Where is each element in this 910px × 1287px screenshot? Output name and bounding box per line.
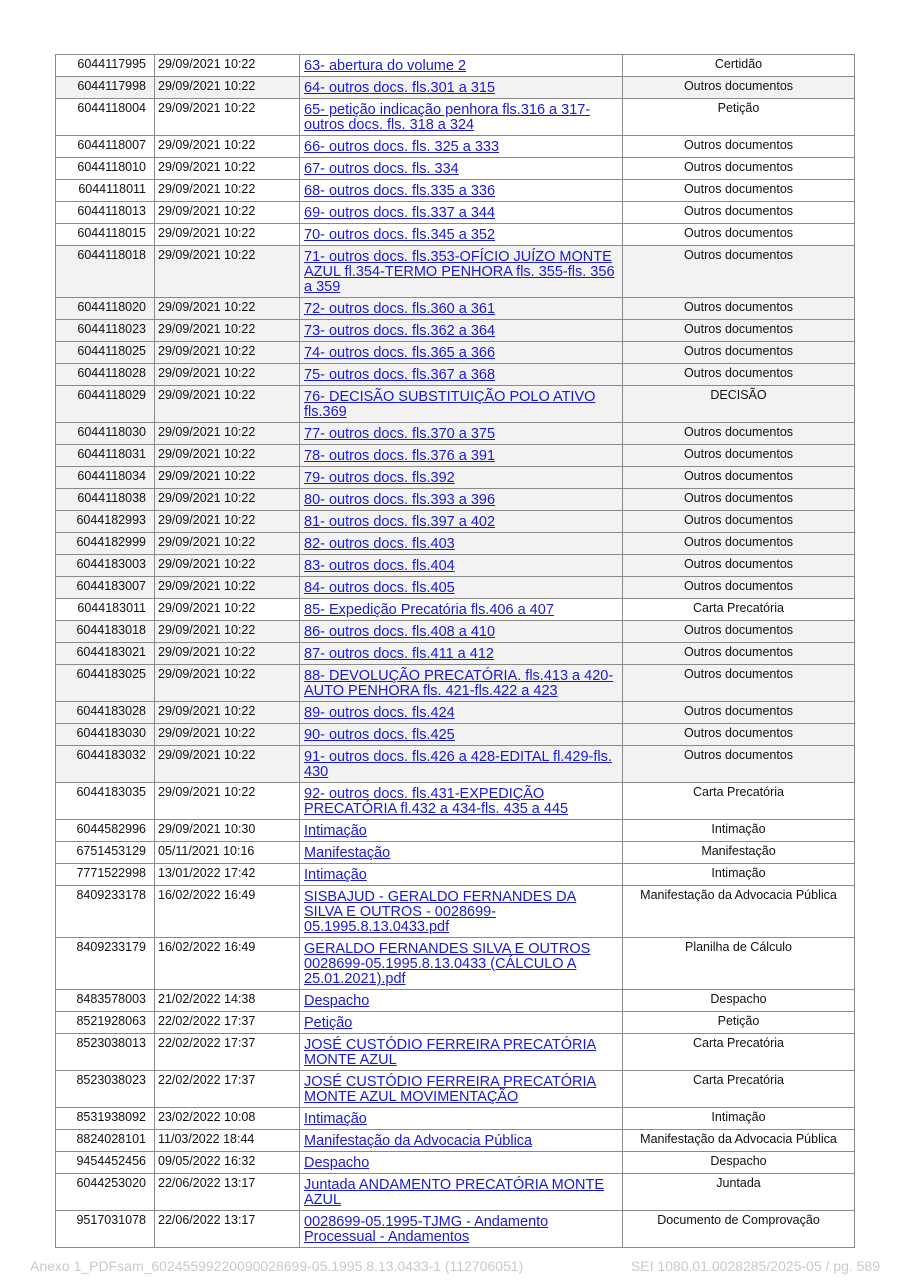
table-row <box>56 364 855 386</box>
document-link[interactable]: 71- outros docs. fls.353-OFÍCIO JUÍZO MONTE AZUL fl.354-TERMO PENHORA fls. 355-fls. 356 a 359 <box>304 249 615 295</box>
document-description-cell <box>300 1211 623 1248</box>
document-description-cell <box>300 298 623 320</box>
document-type-cell: Outros documentos <box>623 180 855 202</box>
document-type-cell: Outros documentos <box>623 746 855 783</box>
document-id-cell: 6044182999 <box>56 533 155 555</box>
document-id-cell: 6044253020 <box>56 1174 155 1211</box>
document-description-cell <box>300 364 623 386</box>
document-description-cell <box>300 864 623 886</box>
document-id-cell: 6751453129 <box>56 842 155 864</box>
table-row <box>56 1152 855 1174</box>
document-description-cell <box>300 423 623 445</box>
document-description-cell <box>300 445 623 467</box>
table-row <box>56 1034 855 1071</box>
document-id-cell: 6044183030 <box>56 724 155 746</box>
document-type-cell: Manifestação da Advocacia Pública <box>623 886 855 938</box>
document-id-cell: 8523038023 <box>56 1071 155 1108</box>
document-id-cell: 6044183035 <box>56 783 155 820</box>
document-type-cell: Outros documentos <box>623 158 855 180</box>
document-date-cell: 23/02/2022 10:08 <box>155 1108 300 1130</box>
table-row <box>56 99 855 136</box>
document-date-cell: 29/09/2021 10:22 <box>155 99 300 136</box>
document-link[interactable]: 80- outros docs. fls.393 a 396 <box>304 492 496 508</box>
table-row <box>56 1071 855 1108</box>
document-link[interactable]: JOSÉ CUSTÓDIO FERREIRA PRECATÓRIA MONTE AZUL MOVIMENTAÇÃO <box>304 1074 597 1105</box>
document-type-cell: Outros documentos <box>623 320 855 342</box>
document-link[interactable]: Despacho <box>304 993 370 1009</box>
table-row <box>56 423 855 445</box>
document-link[interactable]: 86- outros docs. fls.408 a 410 <box>304 624 496 640</box>
document-link[interactable]: GERALDO FERNANDES SILVA E OUTROS 0028699-05.1995.8.13.0433 (CÁLCULO A 25.01.2021).pdf <box>304 941 591 987</box>
document-type-cell: Outros documentos <box>623 665 855 702</box>
document-type-cell: Outros documentos <box>623 724 855 746</box>
document-description-cell <box>300 99 623 136</box>
document-id-cell: 6044118010 <box>56 158 155 180</box>
document-description-cell <box>300 842 623 864</box>
document-date-cell: 29/09/2021 10:22 <box>155 746 300 783</box>
table-row <box>56 864 855 886</box>
document-type-cell: Petição <box>623 99 855 136</box>
document-type-cell: Outros documentos <box>623 77 855 99</box>
document-date-cell: 29/09/2021 10:22 <box>155 621 300 643</box>
document-link[interactable]: Intimação <box>304 1111 367 1127</box>
document-link[interactable]: Despacho <box>304 1155 370 1171</box>
document-date-cell: 16/02/2022 16:49 <box>155 938 300 990</box>
document-description-cell <box>300 1071 623 1108</box>
document-type-cell: Petição <box>623 1012 855 1034</box>
document-type-cell: Manifestação <box>623 842 855 864</box>
document-description-cell <box>300 746 623 783</box>
table-row <box>56 77 855 99</box>
document-type-cell: Intimação <box>623 820 855 842</box>
document-type-cell: Carta Precatória <box>623 1071 855 1108</box>
document-description-cell <box>300 621 623 643</box>
document-date-cell: 22/02/2022 17:37 <box>155 1071 300 1108</box>
document-type-cell: Outros documentos <box>623 511 855 533</box>
document-link[interactable]: 87- outros docs. fls.411 a 412 <box>304 646 494 662</box>
document-link[interactable]: 84- outros docs. fls.405 <box>304 580 455 596</box>
document-description-cell <box>300 1152 623 1174</box>
table-row <box>56 180 855 202</box>
document-link[interactable]: Petição <box>304 1015 353 1031</box>
document-id-cell: 6044117998 <box>56 77 155 99</box>
document-link[interactable]: 85- Expedição Precatória fls.406 a 407 <box>304 602 554 618</box>
table-row <box>56 555 855 577</box>
footer-annex-label: Anexo 1_PDFsam_602455992200900286​99-05.1995.8.13.0433-1 (112706051) <box>30 1258 524 1274</box>
document-type-cell: Outros documentos <box>623 621 855 643</box>
document-link[interactable]: 83- outros docs. fls.404 <box>304 558 455 574</box>
document-link[interactable]: 65- petição indicação penhora fls.316 a 317-outros docs. fls. 318 a 324 <box>304 102 591 133</box>
document-type-cell: Outros documentos <box>623 298 855 320</box>
document-link[interactable]: Intimação <box>304 823 367 839</box>
document-id-cell: 6044183021 <box>56 643 155 665</box>
document-link[interactable]: 76- DECISÃO SUBSTITUIÇÃO POLO ATIVO fls.369 <box>304 389 596 420</box>
document-description-cell <box>300 55 623 77</box>
document-id-cell: 8824028101 <box>56 1130 155 1152</box>
document-date-cell: 22/02/2022 17:37 <box>155 1012 300 1034</box>
document-id-cell: 8531938092 <box>56 1108 155 1130</box>
table-row <box>56 886 855 938</box>
table-row <box>56 820 855 842</box>
document-date-cell: 22/02/2022 17:37 <box>155 1034 300 1071</box>
document-description-cell <box>300 1034 623 1071</box>
document-link[interactable]: 88- DEVOLUÇÃO PRECATÓRIA. fls.413 a 420-AUTO PENHORA fls. 421-fls.422 a 423 <box>304 668 614 699</box>
document-date-cell: 29/09/2021 10:22 <box>155 202 300 224</box>
document-id-cell: 6044183007 <box>56 577 155 599</box>
document-id-cell: 8521928063 <box>56 1012 155 1034</box>
document-type-cell: Outros documentos <box>623 577 855 599</box>
document-id-cell: 8523038013 <box>56 1034 155 1071</box>
document-id-cell: 6044118011 <box>56 180 155 202</box>
document-date-cell: 05/11/2021 10:16 <box>155 842 300 864</box>
document-description-cell <box>300 783 623 820</box>
document-type-cell: Juntada <box>623 1174 855 1211</box>
document-date-cell: 29/09/2021 10:22 <box>155 136 300 158</box>
document-date-cell: 29/09/2021 10:22 <box>155 643 300 665</box>
table-row <box>56 158 855 180</box>
document-link[interactable]: Intimação <box>304 867 367 883</box>
document-date-cell: 21/02/2022 14:38 <box>155 990 300 1012</box>
document-date-cell: 29/09/2021 10:22 <box>155 158 300 180</box>
document-description-cell <box>300 1130 623 1152</box>
document-description-cell <box>300 224 623 246</box>
document-type-cell: Planilha de Cálculo <box>623 938 855 990</box>
table-row <box>56 298 855 320</box>
document-date-cell: 29/09/2021 10:22 <box>155 445 300 467</box>
table-row <box>56 702 855 724</box>
table-row <box>56 1211 855 1248</box>
document-description-cell <box>300 489 623 511</box>
document-id-cell: 6044183011 <box>56 599 155 621</box>
document-id-cell: 6044118015 <box>56 224 155 246</box>
document-date-cell: 29/09/2021 10:22 <box>155 599 300 621</box>
document-link[interactable]: 63- abertura do volume 2 <box>304 58 467 74</box>
document-id-cell: 8409233178 <box>56 886 155 938</box>
document-description-cell <box>300 724 623 746</box>
table-row <box>56 1174 855 1211</box>
document-id-cell: 6044118018 <box>56 246 155 298</box>
document-link[interactable]: 69- outros docs. fls.337 a 344 <box>304 205 496 221</box>
document-description-cell <box>300 158 623 180</box>
document-type-cell: Outros documentos <box>623 489 855 511</box>
document-date-cell: 22/06/2022 13:17 <box>155 1174 300 1211</box>
document-link[interactable]: 89- outros docs. fls.424 <box>304 705 455 721</box>
document-date-cell: 29/09/2021 10:22 <box>155 724 300 746</box>
table-row <box>56 1108 855 1130</box>
document-type-cell: Despacho <box>623 990 855 1012</box>
document-description-cell <box>300 1012 623 1034</box>
document-description-cell <box>300 136 623 158</box>
document-type-cell: Intimação <box>623 864 855 886</box>
document-date-cell: 16/02/2022 16:49 <box>155 886 300 938</box>
document-date-cell: 29/09/2021 10:22 <box>155 342 300 364</box>
table-row <box>56 55 855 77</box>
document-description-cell <box>300 1108 623 1130</box>
document-id-cell: 9454452456 <box>56 1152 155 1174</box>
document-type-cell: Carta Precatória <box>623 1034 855 1071</box>
table-row <box>56 246 855 298</box>
document-date-cell: 29/09/2021 10:22 <box>155 555 300 577</box>
document-date-cell: 29/09/2021 10:22 <box>155 665 300 702</box>
document-date-cell: 29/09/2021 10:22 <box>155 783 300 820</box>
document-description-cell <box>300 386 623 423</box>
document-type-cell: Outros documentos <box>623 555 855 577</box>
document-link[interactable]: 64- outros docs. fls.301 a 315 <box>304 80 496 96</box>
document-link[interactable]: 90- outros docs. fls.425 <box>304 727 455 743</box>
table-row <box>56 445 855 467</box>
document-id-cell: 6044118013 <box>56 202 155 224</box>
document-link[interactable]: 74- outros docs. fls.365 a 366 <box>304 345 496 361</box>
document-date-cell: 29/09/2021 10:22 <box>155 467 300 489</box>
table-row <box>56 511 855 533</box>
table-row <box>56 621 855 643</box>
table-row <box>56 489 855 511</box>
document-id-cell: 6044183018 <box>56 621 155 643</box>
document-type-cell: Outros documentos <box>623 136 855 158</box>
table-row <box>56 938 855 990</box>
table-row <box>56 746 855 783</box>
document-link[interactable]: 79- outros docs. fls.392 <box>304 470 455 486</box>
document-id-cell: 6044118025 <box>56 342 155 364</box>
document-description-cell <box>300 886 623 938</box>
document-id-cell: 6044118007 <box>56 136 155 158</box>
document-type-cell: Intimação <box>623 1108 855 1130</box>
document-link[interactable]: 72- outros docs. fls.360 a 361 <box>304 301 496 317</box>
document-description-cell <box>300 577 623 599</box>
table-row <box>56 533 855 555</box>
footer-sei-page-label: SEI 1080.01.0028285/2025-05 / pg. 589 <box>630 1258 880 1274</box>
table-row <box>56 783 855 820</box>
document-type-cell: Carta Precatória <box>623 783 855 820</box>
document-link[interactable]: 82- outros docs. fls.403 <box>304 536 455 552</box>
table-row <box>56 386 855 423</box>
document-type-cell: Despacho <box>623 1152 855 1174</box>
document-type-cell: Outros documentos <box>623 643 855 665</box>
document-type-cell: Outros documentos <box>623 702 855 724</box>
document-id-cell: 6044118034 <box>56 467 155 489</box>
document-type-cell: Documento de Comprovação <box>623 1211 855 1248</box>
document-type-cell: Carta Precatória <box>623 599 855 621</box>
document-id-cell: 7771522998 <box>56 864 155 886</box>
document-type-cell: Outros documentos <box>623 533 855 555</box>
table-row <box>56 724 855 746</box>
document-date-cell: 29/09/2021 10:22 <box>155 77 300 99</box>
table-row <box>56 136 855 158</box>
document-type-cell: Outros documentos <box>623 364 855 386</box>
document-link[interactable]: 0028699-05.1995-TJMG - Andamento Processual - Andamentos <box>304 1214 549 1245</box>
document-description-cell <box>300 246 623 298</box>
table-row <box>56 467 855 489</box>
table-row <box>56 320 855 342</box>
document-type-cell: Certidão <box>623 55 855 77</box>
document-date-cell: 29/09/2021 10:22 <box>155 55 300 77</box>
document-id-cell: 6044183032 <box>56 746 155 783</box>
document-type-cell: Outros documentos <box>623 423 855 445</box>
document-description-cell <box>300 467 623 489</box>
document-description-cell <box>300 702 623 724</box>
document-link[interactable]: 73- outros docs. fls.362 a 364 <box>304 323 496 339</box>
document-description-cell <box>300 555 623 577</box>
document-description-cell <box>300 599 623 621</box>
document-type-cell: Manifestação da Advocacia Pública <box>623 1130 855 1152</box>
document-link[interactable]: JOSÉ CUSTÓDIO FERREIRA PRECATÓRIA MONTE AZUL <box>304 1037 597 1068</box>
document-date-cell: 29/09/2021 10:22 <box>155 533 300 555</box>
document-date-cell: 29/09/2021 10:22 <box>155 702 300 724</box>
document-date-cell: 29/09/2021 10:22 <box>155 320 300 342</box>
document-description-cell <box>300 342 623 364</box>
document-id-cell: 9517031078 <box>56 1211 155 1248</box>
document-type-cell: Outros documentos <box>623 202 855 224</box>
document-link[interactable]: 92- outros docs. fls.431-EXPEDIÇÃO PRECATÓRIA fl.432 a 434-fls. 435 a 445 <box>304 786 569 817</box>
document-id-cell: 6044118004 <box>56 99 155 136</box>
table-row <box>56 342 855 364</box>
document-link[interactable]: 77- outros docs. fls.370 a 375 <box>304 426 496 442</box>
document-date-cell: 29/09/2021 10:22 <box>155 577 300 599</box>
table-row <box>56 599 855 621</box>
document-date-cell: 29/09/2021 10:30 <box>155 820 300 842</box>
document-date-cell: 29/09/2021 10:22 <box>155 298 300 320</box>
document-link[interactable]: 78- outros docs. fls.376 a 391 <box>304 448 496 464</box>
document-id-cell: 6044118031 <box>56 445 155 467</box>
document-description-cell <box>300 202 623 224</box>
document-date-cell: 29/09/2021 10:22 <box>155 246 300 298</box>
document-date-cell: 29/09/2021 10:22 <box>155 489 300 511</box>
document-id-cell: 6044118030 <box>56 423 155 445</box>
table-row <box>56 990 855 1012</box>
document-id-cell: 6044118029 <box>56 386 155 423</box>
document-date-cell: 29/09/2021 10:22 <box>155 180 300 202</box>
document-date-cell: 29/09/2021 10:22 <box>155 224 300 246</box>
document-id-cell: 6044117995 <box>56 55 155 77</box>
document-id-cell: 6044183003 <box>56 555 155 577</box>
table-row <box>56 665 855 702</box>
document-link[interactable]: 66- outros docs. fls. 325 a 333 <box>304 139 500 155</box>
document-description-cell <box>300 511 623 533</box>
document-link[interactable]: 68- outros docs. fls.335 a 336 <box>304 183 496 199</box>
document-id-cell: 6044183025 <box>56 665 155 702</box>
document-type-cell: DECISÃO <box>623 386 855 423</box>
document-type-cell: Outros documentos <box>623 246 855 298</box>
document-link[interactable]: Juntada ANDAMENTO PRECATÓRIA MONTE AZUL <box>304 1177 605 1208</box>
document-description-cell <box>300 990 623 1012</box>
document-date-cell: 29/09/2021 10:22 <box>155 364 300 386</box>
document-link[interactable]: 75- outros docs. fls.367 a 368 <box>304 367 496 383</box>
document-description-cell <box>300 180 623 202</box>
document-id-cell: 8483578003 <box>56 990 155 1012</box>
document-date-cell: 29/09/2021 10:22 <box>155 386 300 423</box>
document-type-cell: Outros documentos <box>623 445 855 467</box>
table-row <box>56 1012 855 1034</box>
document-description-cell <box>300 320 623 342</box>
document-link[interactable]: 70- outros docs. fls.345 a 352 <box>304 227 496 243</box>
document-date-cell: 22/06/2022 13:17 <box>155 1211 300 1248</box>
document-date-cell: 29/09/2021 10:22 <box>155 511 300 533</box>
document-description-cell <box>300 77 623 99</box>
table-row <box>56 842 855 864</box>
document-type-cell: Outros documentos <box>623 342 855 364</box>
document-link[interactable]: SISBAJUD - GERALDO FERNANDES DA SILVA E OUTROS - 0028699-05.1995.8.13.0433.pdf <box>304 889 577 935</box>
document-id-cell: 8409233179 <box>56 938 155 990</box>
document-type-cell: Outros documentos <box>623 224 855 246</box>
document-id-cell: 6044182993 <box>56 511 155 533</box>
document-id-cell: 6044582996 <box>56 820 155 842</box>
documents-table-body <box>56 55 855 1248</box>
document-description-cell <box>300 665 623 702</box>
table-row <box>56 224 855 246</box>
document-link[interactable]: 81- outros docs. fls.397 a 402 <box>304 514 496 530</box>
table-row <box>56 643 855 665</box>
document-id-cell: 6044118020 <box>56 298 155 320</box>
document-id-cell: 6044118023 <box>56 320 155 342</box>
document-link[interactable]: Manifestação <box>304 845 391 861</box>
document-description-cell <box>300 643 623 665</box>
document-link[interactable]: Manifestação da Advocacia Pública <box>304 1133 533 1149</box>
table-row <box>56 577 855 599</box>
table-row <box>56 1130 855 1152</box>
document-date-cell: 29/09/2021 10:22 <box>155 423 300 445</box>
document-date-cell: 13/01/2022 17:42 <box>155 864 300 886</box>
document-description-cell <box>300 1174 623 1211</box>
document-description-cell <box>300 938 623 990</box>
document-description-cell <box>300 533 623 555</box>
document-id-cell: 6044183028 <box>56 702 155 724</box>
document-description-cell <box>300 820 623 842</box>
document-link[interactable]: 67- outros docs. fls. 334 <box>304 161 459 177</box>
document-id-cell: 6044118038 <box>56 489 155 511</box>
document-link[interactable]: 91- outros docs. fls.426 a 428-EDITAL fl.429-fls. 430 <box>304 749 612 780</box>
document-date-cell: 09/05/2022 16:32 <box>155 1152 300 1174</box>
document-type-cell: Outros documentos <box>623 467 855 489</box>
table-row <box>56 202 855 224</box>
documents-table <box>55 54 855 1248</box>
document-date-cell: 11/03/2022 18:44 <box>155 1130 300 1152</box>
document-id-cell: 6044118028 <box>56 364 155 386</box>
